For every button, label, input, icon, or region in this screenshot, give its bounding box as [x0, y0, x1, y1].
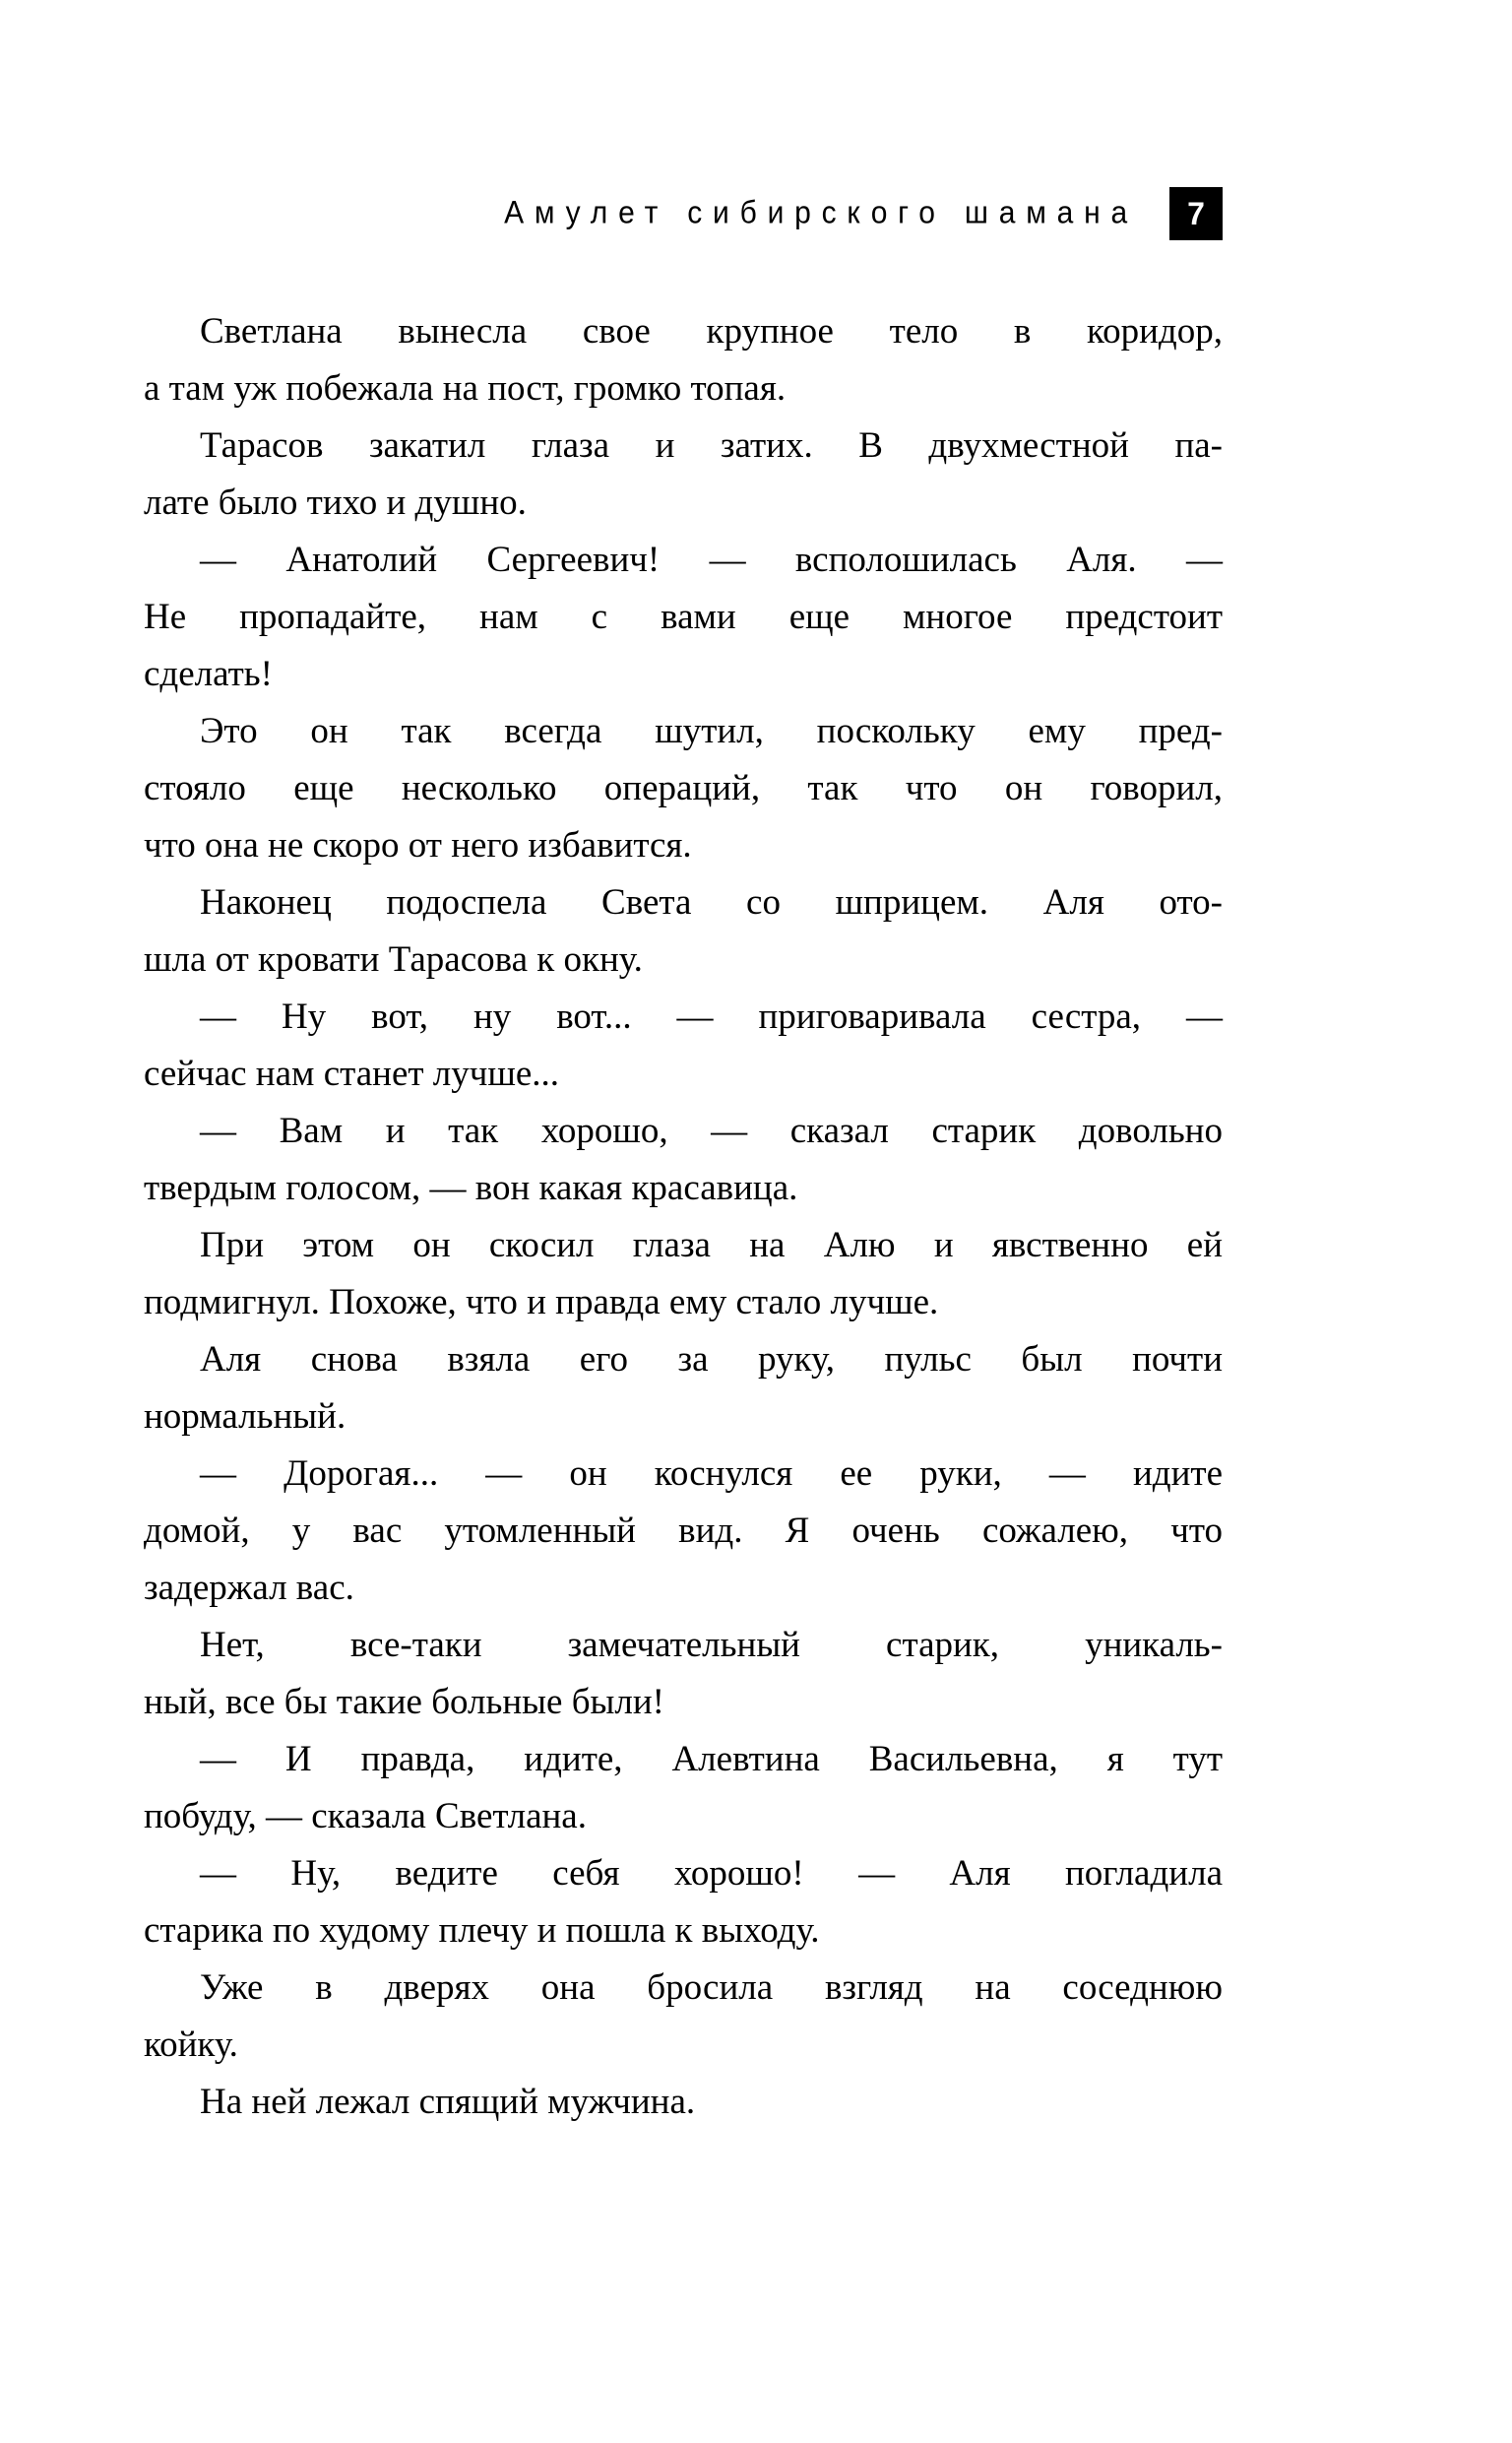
text-line: — Ну, ведите себя хорошо! — Аля погладила: [200, 1853, 1223, 1894]
text-line: что она не скоро от него избавится.: [144, 825, 692, 866]
text-line: подмигнул. Похоже, что и правда ему стало лучше.: [144, 1282, 939, 1322]
text-line: — И правда, идите, Алевтина Васильевна, я тут: [200, 1739, 1223, 1779]
page-number-box: [1169, 187, 1223, 240]
text-line: койку.: [144, 2025, 238, 2065]
text-line: При этом он скосил глаза на Алю и явственно ей: [200, 1225, 1223, 1265]
text-line: — Вам и так хорошо, — сказал старик довольно: [200, 1111, 1223, 1151]
text-line: старика по худому плечу и пошла к выходу.: [144, 1910, 820, 1951]
text-line: Наконец подоспела Света со шприцем. Аля ото-: [200, 882, 1223, 923]
text-line: а там уж побежала на пост, громко топая.: [144, 368, 787, 409]
text-line: задержал вас.: [144, 1568, 354, 1608]
text-line: Нет, все-таки замечательный старик, уникаль-: [200, 1625, 1223, 1665]
text-line: шла от кровати Тарасова к окну.: [144, 939, 643, 980]
text-line: твердым голосом, — вон какая красавица.: [144, 1168, 798, 1208]
text-line: нормальный.: [144, 1396, 346, 1437]
text-line: домой, у вас утомленный вид. Я очень сожалею, что: [144, 1511, 1223, 1551]
page-header: [504, 187, 1223, 240]
text-line: побуду, — сказала Светлана.: [144, 1796, 587, 1836]
running-title: Амулет сибирского шамана: [504, 195, 1138, 231]
text-line: Уже в дверях она бросила взгляд на соседнюю: [200, 1967, 1223, 2008]
text-line: На ней лежал спящий мужчина.: [200, 2082, 696, 2122]
text-line: Тарасов закатил глаза и затих. В двухместной па-: [200, 425, 1223, 466]
page-body-text: [144, 303, 1223, 2131]
text-line: сделать!: [144, 654, 273, 694]
text-line: сейчас нам станет лучше...: [144, 1054, 560, 1094]
text-line: Не пропадайте, нам с вами еще многое предстоит: [144, 597, 1223, 637]
text-line: Аля снова взяла его за руку, пульс был почти: [200, 1339, 1223, 1380]
text-line: Светлана вынесла свое крупное тело в коридор,: [200, 311, 1223, 352]
text-line: — Ну вот, ну вот... — приговаривала сестра, —: [200, 996, 1223, 1037]
text-line: стояло еще несколько операций, так что он говорил,: [144, 768, 1223, 808]
page-number: 7: [1187, 196, 1205, 231]
text-line: ный, все бы такие больные были!: [144, 1682, 664, 1722]
text-line: лате было тихо и душно.: [144, 482, 527, 523]
text-line: — Анатолий Сергеевич! — всполошилась Аля. —: [200, 540, 1223, 580]
text-line: — Дорогая... — он коснулся ее руки, — идите: [200, 1453, 1223, 1494]
text-line: Это он так всегда шутил, поскольку ему пред-: [200, 711, 1223, 751]
